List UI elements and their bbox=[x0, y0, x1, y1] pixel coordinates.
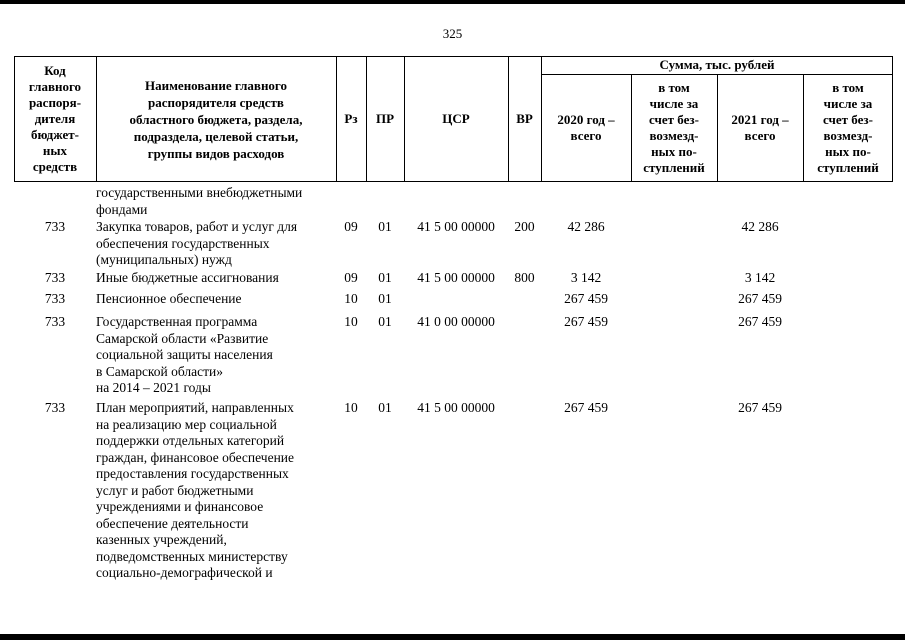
row-pr: 01 bbox=[378, 219, 392, 234]
top-rule bbox=[0, 0, 905, 4]
row-pr: 01 bbox=[378, 314, 392, 329]
row-rz: 09 bbox=[344, 219, 358, 234]
bottom-rule bbox=[0, 634, 905, 640]
header-2020-total: 2020 год – всего bbox=[557, 112, 615, 143]
row-sum-2020: 267 459 bbox=[564, 291, 608, 306]
row-vr: 800 bbox=[514, 270, 535, 285]
row-name: Закупка товаров, работ и услуг для обеспечения государственных (муниципальных) нужд bbox=[96, 219, 298, 267]
row-rz: 10 bbox=[344, 314, 358, 329]
row-code: 733 bbox=[44, 400, 66, 415]
row-rz: 10 bbox=[344, 291, 358, 306]
row-name: государственными внебюджетными фондами bbox=[96, 185, 303, 217]
row-pr: 01 bbox=[378, 270, 392, 285]
row-sum-2020: 3 142 bbox=[570, 270, 602, 285]
row-sum-2021: 3 142 bbox=[744, 270, 776, 285]
header-2021-total: 2021 год – всего bbox=[731, 112, 789, 143]
row-name: План мероприятий, направленных на реализацию мер социальной поддержки отдельных категорий граждан, финансовое обеспечение предоставления государственных услуг и работ бюджетными учреждениями и финансовое обеспечение деятельности казенных учреждений, подведомственных министерству социально-демографической и bbox=[96, 400, 295, 580]
header-rz: Рз bbox=[344, 111, 358, 126]
row-sum-2020: 267 459 bbox=[564, 314, 608, 329]
header-sum-group: Сумма, тыс. рублей bbox=[659, 57, 775, 72]
header-name: Наименование главного распорядителя средств областного бюджета, раздела, подраздела, целевой статьи, группы видов расходов bbox=[129, 77, 303, 161]
row-sum-2021: 42 286 bbox=[741, 219, 779, 234]
row-code: 733 bbox=[44, 291, 66, 306]
row-code: 733 bbox=[44, 219, 66, 234]
row-rz: 09 bbox=[344, 270, 358, 285]
row-code: 733 bbox=[44, 314, 66, 329]
row-code: 733 bbox=[44, 270, 66, 285]
row-name: Пенсионное обеспечение bbox=[96, 291, 242, 306]
row-pr: 01 bbox=[378, 400, 392, 415]
header-csr: ЦСР bbox=[442, 111, 470, 126]
row-sum-2021: 267 459 bbox=[738, 400, 782, 415]
row-name: Государственная программа Самарской области «Развитие социальной защиты населения в Самарской области» на 2014 – 2021 годы bbox=[96, 314, 273, 395]
row-csr: 41 5 00 00000 bbox=[417, 219, 495, 234]
row-pr: 01 bbox=[378, 291, 392, 306]
row-name: Иные бюджетные ассигнования bbox=[96, 270, 279, 285]
row-sum-2020: 42 286 bbox=[567, 219, 605, 234]
table-header bbox=[14, 56, 893, 182]
header-vr: ВР bbox=[516, 111, 533, 126]
row-sum-2020: 267 459 bbox=[564, 400, 608, 415]
row-csr: 41 5 00 00000 bbox=[417, 270, 495, 285]
page-number: 325 bbox=[442, 26, 463, 41]
header-2020-bezv: в том числе за счет без- возмезд- ных по- ступлений bbox=[643, 80, 705, 175]
row-vr: 200 bbox=[514, 219, 535, 234]
row-csr: 41 5 00 00000 bbox=[417, 400, 495, 415]
header-pr: ПР bbox=[375, 111, 395, 126]
header-2021-bezv: в том числе за счет без- возмезд- ных по- ступлений bbox=[817, 80, 879, 175]
row-sum-2021: 267 459 bbox=[738, 314, 782, 329]
row-csr: 41 0 00 00000 bbox=[417, 314, 495, 329]
header-code: Код главного распоря- дителя бюджет- ных средств bbox=[28, 63, 82, 174]
row-sum-2021: 267 459 bbox=[738, 291, 782, 306]
row-rz: 10 bbox=[344, 400, 358, 415]
